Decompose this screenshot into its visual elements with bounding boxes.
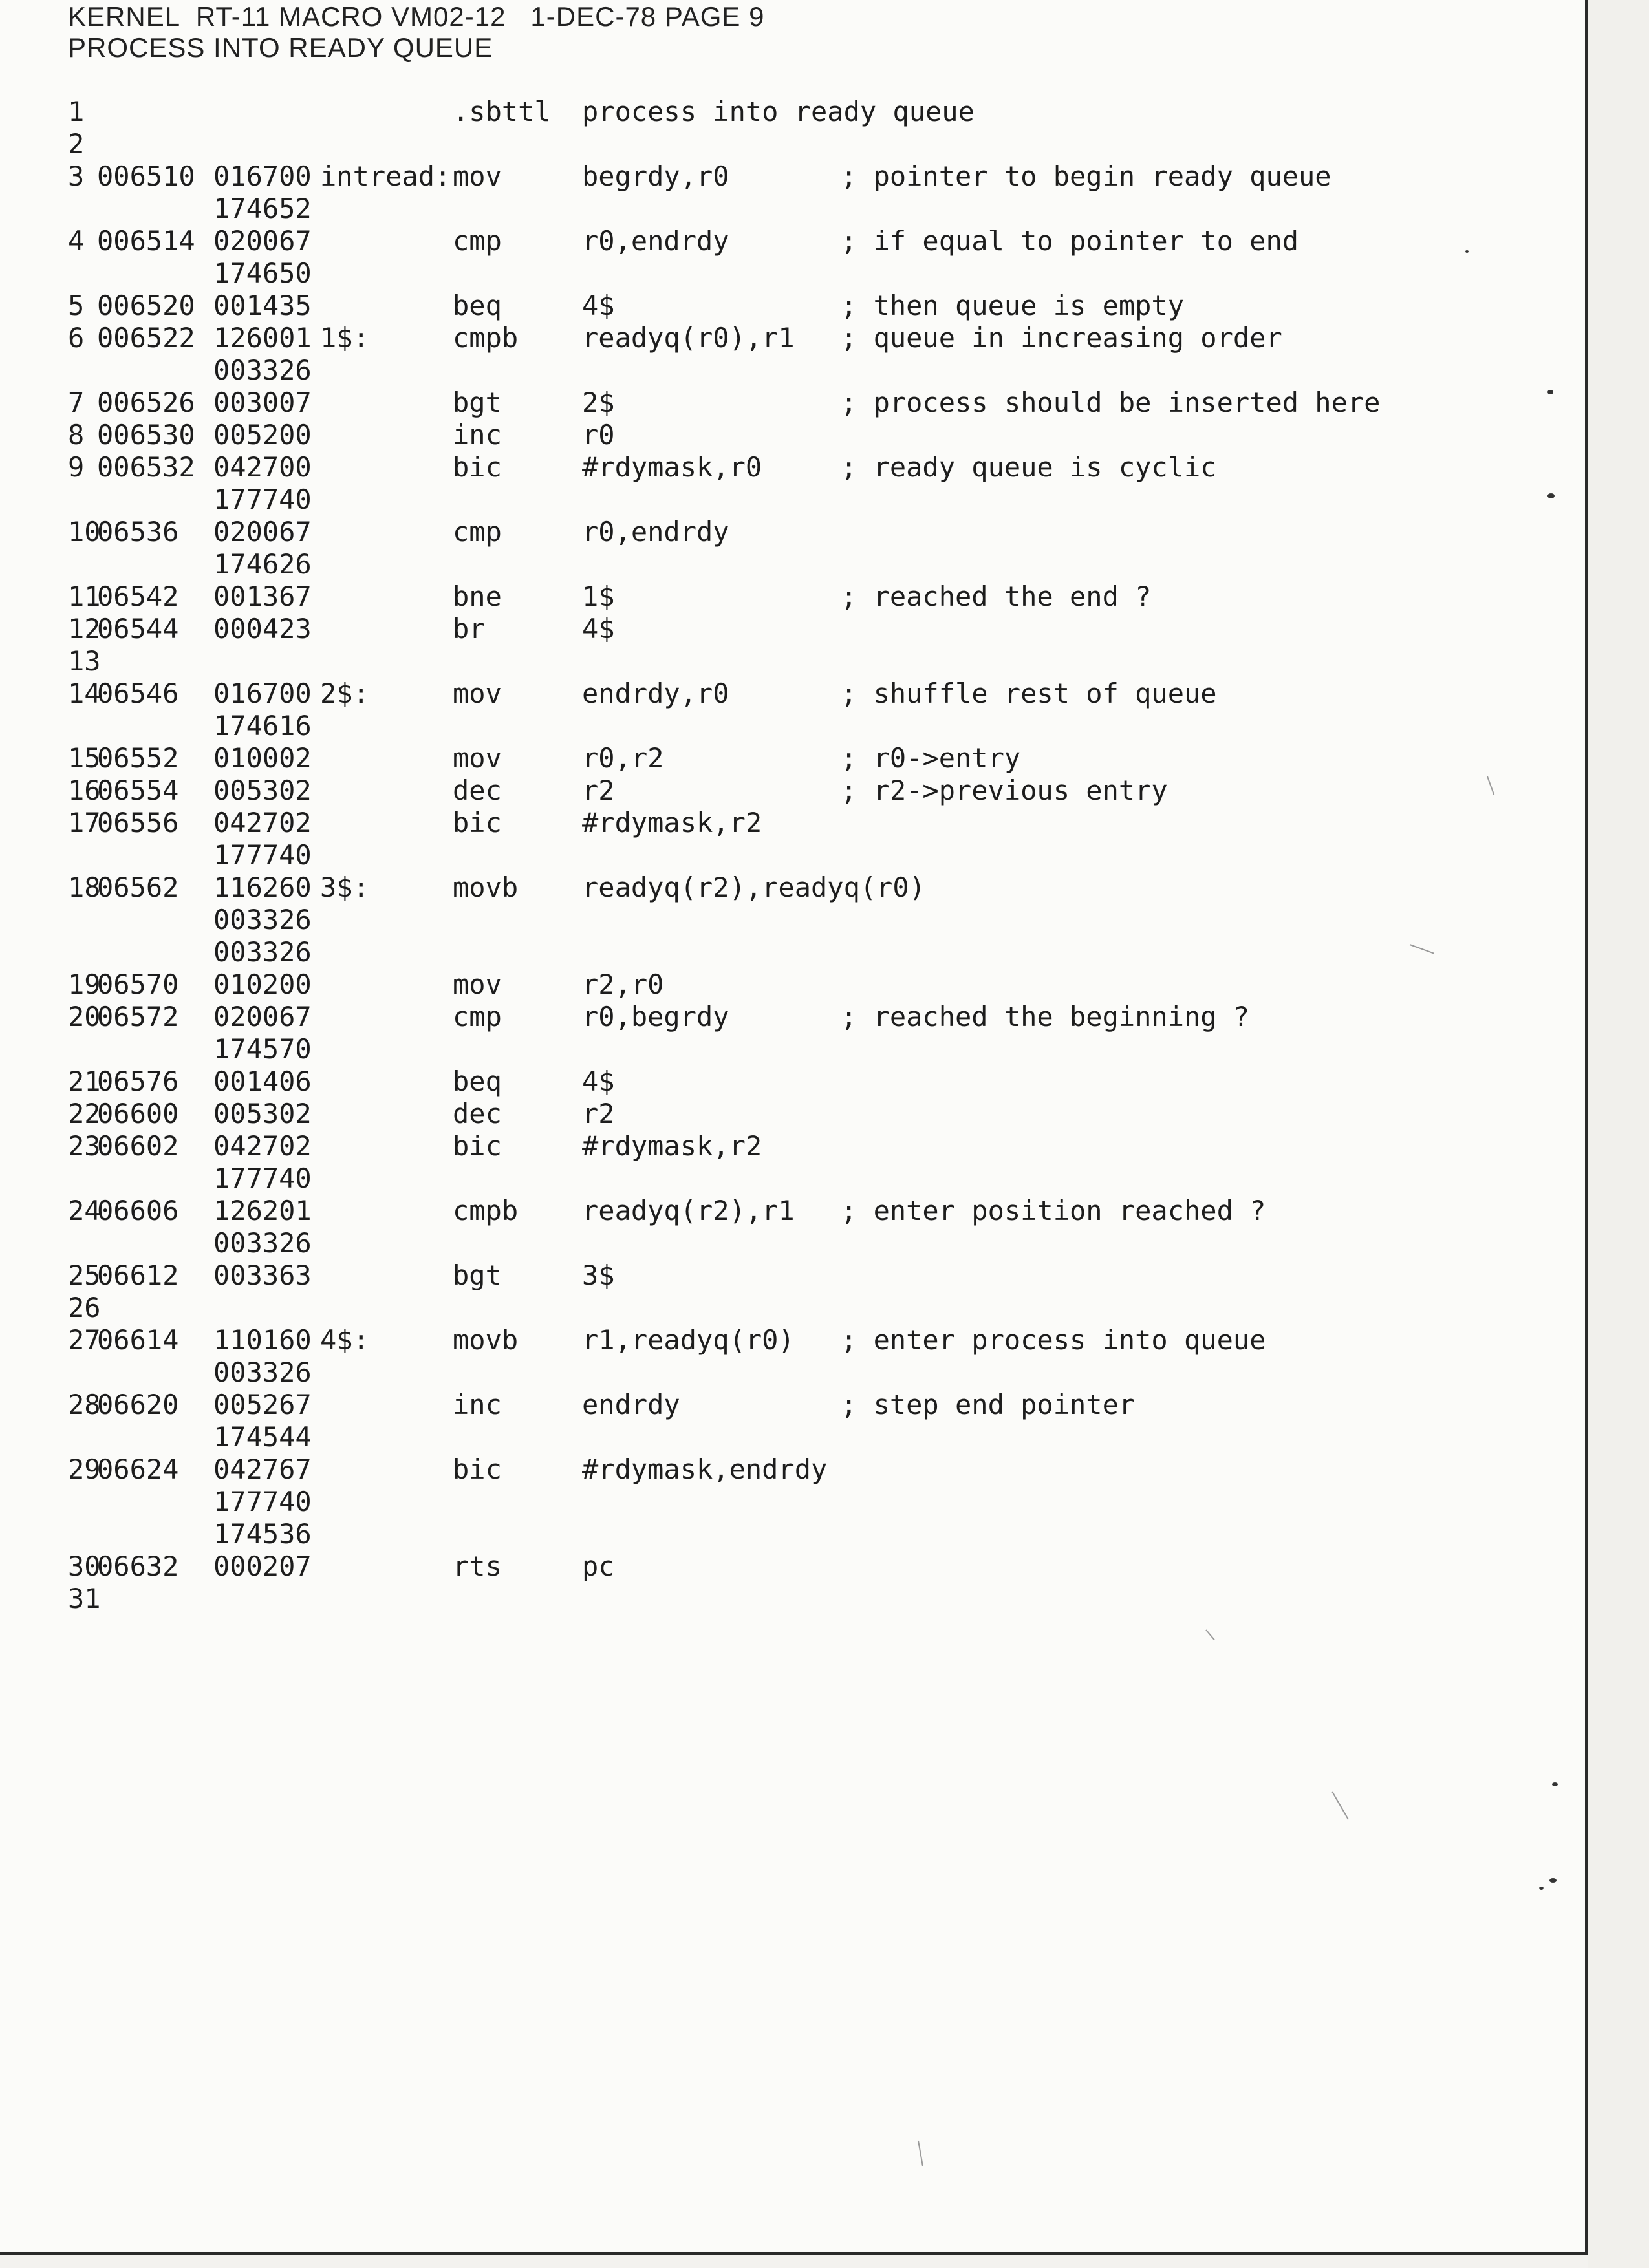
listing-opcode: movb <box>453 1324 519 1356</box>
listing-opcode: cmpb <box>453 1195 519 1226</box>
listing-line-number: 22 <box>68 1098 101 1129</box>
listing-object-code: 003326 <box>213 1356 312 1388</box>
listing-line-number: 7 <box>68 387 85 418</box>
listing-object-code: 003326 <box>213 904 312 936</box>
listing-address: 006526 <box>97 387 195 418</box>
listing-line-number: 30 <box>68 1550 101 1582</box>
listing-line-number: 25 <box>68 1259 101 1291</box>
scan-scratch <box>1205 1629 1214 1640</box>
listing-line-number: 13 <box>68 645 101 677</box>
listing-object-code: 042702 <box>213 1130 312 1162</box>
listing-address: 06600 <box>97 1098 179 1129</box>
listing-address: 06542 <box>97 581 179 612</box>
listing-line-number: 19 <box>68 968 101 1000</box>
scan-scratch <box>1487 776 1494 795</box>
listing-address: 06536 <box>97 516 179 548</box>
listing-opcode: mov <box>453 968 502 1000</box>
listing-address: 06606 <box>97 1195 179 1226</box>
listing-opcode: bic <box>453 451 502 483</box>
listing-object-code: 042700 <box>213 451 312 483</box>
listing-line-number: 24 <box>68 1195 101 1226</box>
scan-speck <box>1465 250 1469 253</box>
listing-opcode: movb <box>453 872 519 903</box>
listing-address: 06570 <box>97 968 179 1000</box>
scan-speck <box>1552 1782 1558 1786</box>
listing-label: 4$: <box>320 1324 369 1356</box>
listing-line-number: 4 <box>68 225 85 257</box>
listing-opcode: bgt <box>453 1259 502 1291</box>
listing-address: 006514 <box>97 225 195 257</box>
scan-speck <box>1547 390 1553 394</box>
scan-speck <box>1539 1887 1544 1890</box>
listing-line-number: 11 <box>68 581 101 612</box>
listing-object-code: 042767 <box>213 1453 312 1485</box>
listing-opcode: inc <box>453 1389 502 1420</box>
listing-object-code: 042702 <box>213 807 312 839</box>
listing-operands: readyq(r2),r1 <box>582 1195 795 1226</box>
listing-operands: 1$ <box>582 581 615 612</box>
listing-line-number: 3 <box>68 160 85 192</box>
listing-object-code: 020067 <box>213 516 312 548</box>
listing-line-number: 23 <box>68 1130 101 1162</box>
listing-object-code: 003363 <box>213 1259 312 1291</box>
listing-label: 1$: <box>320 322 369 354</box>
listing-object-code: 005267 <box>213 1389 312 1420</box>
listing-opcode: dec <box>453 775 502 806</box>
scan-scratch <box>1410 944 1434 954</box>
listing-object-code: 126001 <box>213 322 312 354</box>
listing-object-code: 020067 <box>213 225 312 257</box>
listing-address: 006530 <box>97 419 195 451</box>
listing-operands: 2$ <box>582 387 615 418</box>
listing-object-code: 174536 <box>213 1518 312 1550</box>
listing-address: 06546 <box>97 678 179 709</box>
listing-opcode: mov <box>453 742 502 774</box>
listing-operands: 4$ <box>582 1065 615 1097</box>
listing-address: 06572 <box>97 1001 179 1032</box>
listing-operands: r2 <box>582 775 615 806</box>
listing-line-number: 8 <box>68 419 85 451</box>
listing-address: 06576 <box>97 1065 179 1097</box>
listing-opcode: bne <box>453 581 502 612</box>
listing-comment: ; enter process into queue <box>841 1324 1266 1356</box>
listing-opcode: bic <box>453 1453 502 1485</box>
listing-operands: #rdymask,r0 <box>582 451 762 483</box>
listing-address: 06614 <box>97 1324 179 1356</box>
listing-header-line1: KERNEL RT-11 MACRO VM02-12 1-DEC-78 PAGE 9 <box>68 1 765 32</box>
listing-object-code: 177740 <box>213 1162 312 1194</box>
listing-object-code: 003007 <box>213 387 312 418</box>
listing-operands: r0,begrdy <box>582 1001 729 1032</box>
listing-object-code: 174652 <box>213 193 312 224</box>
listing-line-number: 15 <box>68 742 101 774</box>
listing-comment: ; then queue is empty <box>841 290 1185 321</box>
listing-operands: r0,endrdy <box>582 516 729 548</box>
listing-comment: ; step end pointer <box>841 1389 1136 1420</box>
listing-label: 2$: <box>320 678 369 709</box>
listing-address: 06552 <box>97 742 179 774</box>
listing-object-code: 003326 <box>213 354 312 386</box>
listing-address: 06632 <box>97 1550 179 1582</box>
listing-object-code: 020067 <box>213 1001 312 1032</box>
listing-address: 06612 <box>97 1259 179 1291</box>
listing-address: 006520 <box>97 290 195 321</box>
listing-opcode: cmpb <box>453 322 519 354</box>
listing-object-code: 003326 <box>213 1227 312 1259</box>
listing-comment: ; if equal to pointer to end <box>841 225 1299 257</box>
listing-opcode: bic <box>453 1130 502 1162</box>
listing-object-code: 001435 <box>213 290 312 321</box>
listing-object-code: 174626 <box>213 548 312 580</box>
listing-line-number: 31 <box>68 1583 101 1614</box>
listing-opcode: bic <box>453 807 502 839</box>
listing-line-number: 28 <box>68 1389 101 1420</box>
listing-opcode: beq <box>453 1065 502 1097</box>
listing-line-number: 21 <box>68 1065 101 1097</box>
listing-line-number: 6 <box>68 322 85 354</box>
listing-line-number: 18 <box>68 872 101 903</box>
listing-object-code: 003326 <box>213 936 312 968</box>
listing-address: 06602 <box>97 1130 179 1162</box>
listing-operands: #rdymask,endrdy <box>582 1453 828 1485</box>
listing-object-code: 000207 <box>213 1550 312 1582</box>
listing-object-code: 010002 <box>213 742 312 774</box>
listing-opcode: bgt <box>453 387 502 418</box>
listing-object-code: 177740 <box>213 839 312 871</box>
listing-line-number: 10 <box>68 516 101 548</box>
listing-object-code: 110160 <box>213 1324 312 1356</box>
listing-operands: 3$ <box>582 1259 615 1291</box>
listing-operands: r1,readyq(r0) <box>582 1324 795 1356</box>
page-edge-margin <box>1588 0 1649 2268</box>
listing-opcode: cmp <box>453 1001 502 1032</box>
listing-opcode: mov <box>453 160 502 192</box>
scan-speck <box>1547 493 1555 498</box>
listing-object-code: 174544 <box>213 1421 312 1453</box>
listing-line-number: 29 <box>68 1453 101 1485</box>
listing-object-code: 000423 <box>213 613 312 645</box>
listing-operands: r0,r2 <box>582 742 664 774</box>
listing-comment: ; reached the beginning ? <box>841 1001 1250 1032</box>
listing-line-number: 2 <box>68 128 85 160</box>
listing-object-code: 005302 <box>213 775 312 806</box>
listing-object-code: 174616 <box>213 710 312 742</box>
listing-object-code: 174570 <box>213 1033 312 1065</box>
listing-opcode: inc <box>453 419 502 451</box>
listing-comment: ; process should be inserted here <box>841 387 1381 418</box>
listing-object-code: 174650 <box>213 257 312 289</box>
listing-comment: ; pointer to begin ready queue <box>841 160 1331 192</box>
listing-line-number: 20 <box>68 1001 101 1032</box>
listing-object-code: 005200 <box>213 419 312 451</box>
listing-operands: endrdy,r0 <box>582 678 729 709</box>
listing-address: 006532 <box>97 451 195 483</box>
listing-comment: ; r2->previous entry <box>841 775 1168 806</box>
listing-opcode: dec <box>453 1098 502 1129</box>
listing-address: 06554 <box>97 775 179 806</box>
listing-line-number: 26 <box>68 1292 101 1323</box>
listing-operands: #rdymask,r2 <box>582 1130 762 1162</box>
listing-object-code: 116260 <box>213 872 312 903</box>
listing-opcode: br <box>453 613 486 645</box>
listing-operands: process into ready queue <box>582 96 975 127</box>
listing-comment: ; ready queue is cyclic <box>841 451 1217 483</box>
listing-label: intread: <box>320 160 451 192</box>
listing-object-code: 177740 <box>213 1486 312 1517</box>
listing-address: 06556 <box>97 807 179 839</box>
listing-operands: 4$ <box>582 290 615 321</box>
listing-line-number: 12 <box>68 613 101 645</box>
listing-object-code: 005302 <box>213 1098 312 1129</box>
listing-object-code: 016700 <box>213 160 312 192</box>
listing-address: 006510 <box>97 160 195 192</box>
listing-comment: ; queue in increasing order <box>841 322 1282 354</box>
listing-line-number: 1 <box>68 96 85 127</box>
listing-line-number: 27 <box>68 1324 101 1356</box>
listing-object-code: 010200 <box>213 968 312 1000</box>
listing-label: 3$: <box>320 872 369 903</box>
listing-opcode: rts <box>453 1550 502 1582</box>
listing-operands: r0,endrdy <box>582 225 729 257</box>
listing-address: 06624 <box>97 1453 179 1485</box>
listing-address: 06620 <box>97 1389 179 1420</box>
listing-object-code: 126201 <box>213 1195 312 1226</box>
listing-header-title: PROCESS INTO READY QUEUE <box>68 32 493 63</box>
listing-comment: ; shuffle rest of queue <box>841 678 1217 709</box>
listing-operands: pc <box>582 1550 615 1582</box>
listing-object-code: 016700 <box>213 678 312 709</box>
scan-speck <box>1549 1878 1557 1883</box>
listing-operands: #rdymask,r2 <box>582 807 762 839</box>
scan-scratch <box>918 2141 923 2166</box>
listing-address: 06544 <box>97 613 179 645</box>
scan-scratch <box>1331 1792 1349 1820</box>
listing-opcode: mov <box>453 678 502 709</box>
listing-operands: endrdy <box>582 1389 680 1420</box>
listing-operands: readyq(r2),readyq(r0) <box>582 872 926 903</box>
listing-operands: r0 <box>582 419 615 451</box>
listing-object-code: 001367 <box>213 581 312 612</box>
listing-operands: begrdy,r0 <box>582 160 729 192</box>
listing-opcode: cmp <box>453 516 502 548</box>
listing-opcode: beq <box>453 290 502 321</box>
listing-comment: ; r0->entry <box>841 742 1021 774</box>
listing-operands: r2,r0 <box>582 968 664 1000</box>
listing-address: 006522 <box>97 322 195 354</box>
listing-line-number: 17 <box>68 807 101 839</box>
listing-line-number: 16 <box>68 775 101 806</box>
listing-operands: readyq(r0),r1 <box>582 322 795 354</box>
listing-operands: r2 <box>582 1098 615 1129</box>
listing-comment: ; reached the end ? <box>841 581 1152 612</box>
listing-line-number: 14 <box>68 678 101 709</box>
listing-opcode: cmp <box>453 225 502 257</box>
listing-object-code: 177740 <box>213 484 312 515</box>
listing-opcode: .sbttl <box>453 96 551 127</box>
listing-operands: 4$ <box>582 613 615 645</box>
listing-object-code: 001406 <box>213 1065 312 1097</box>
listing-address: 06562 <box>97 872 179 903</box>
listing-comment: ; enter position reached ? <box>841 1195 1266 1226</box>
listing-line-number: 9 <box>68 451 85 483</box>
listing-line-number: 5 <box>68 290 85 321</box>
